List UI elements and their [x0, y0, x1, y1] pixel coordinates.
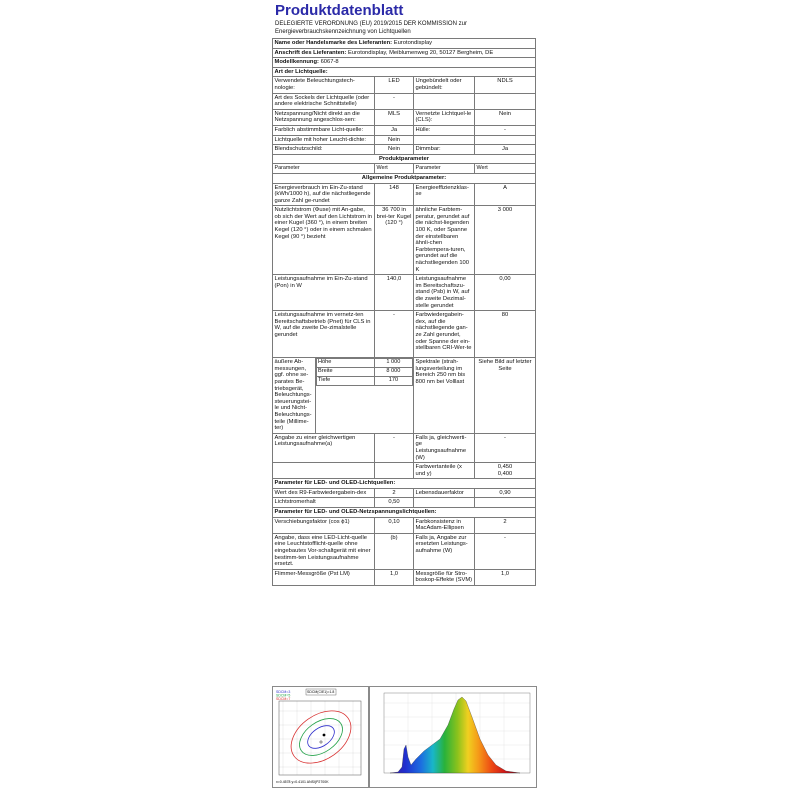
- dimension-row: [317, 377, 413, 386]
- param-label: Falls ja, gleichwerti-ge Leistungsaufnahme (W): [414, 433, 475, 462]
- table-row: [273, 77, 536, 93]
- dimension-name: Breite: [317, 368, 375, 377]
- legend-entry-sdcm3: SDCM=3: [276, 690, 291, 694]
- cie-ellipse-figure: [272, 686, 369, 788]
- param-label: Hülle:: [414, 125, 475, 135]
- dimension-row: [317, 359, 413, 368]
- model-row: [273, 58, 536, 68]
- table-row: [273, 433, 536, 462]
- param-value: -: [375, 93, 414, 109]
- table-row: [273, 311, 536, 358]
- param-value: 140,0: [375, 275, 414, 311]
- param-value: 2: [375, 488, 414, 498]
- param-label: Falls ja, Angabe zur ersetzten Leistungs-aufnahme (W): [414, 533, 475, 569]
- param-label: [414, 93, 475, 109]
- dimension-value: 8 000: [374, 368, 412, 377]
- table-row: [273, 145, 536, 155]
- table-row: [273, 206, 536, 275]
- param-value: 0,00: [475, 275, 536, 311]
- param-label: Art des Sockels der Lichtquelle (oder andere elektrische Schnittstelle): [273, 93, 375, 109]
- param-label: Energieeffizienzklas-se: [414, 183, 475, 206]
- param-label: [414, 498, 475, 508]
- table-row: [273, 125, 536, 135]
- table-row: [273, 517, 536, 533]
- table-row: [273, 183, 536, 206]
- supplier-name-value: Eurotondisplay: [393, 40, 433, 46]
- param-value: LED: [375, 77, 414, 93]
- page-title: Produktdatenblatt: [275, 2, 404, 19]
- param-label: Ungebündelt oder gebündelt:: [414, 77, 475, 93]
- param-value: 0,10: [375, 517, 414, 533]
- param-value: Siehe Bild auf letzter Seite: [475, 358, 536, 434]
- param-value: A: [475, 183, 536, 206]
- param-label: Leistungsaufnahme im Bereitschaftszu-stand (Psb) in W, auf die zweite Dezimal-stelle gerundet: [414, 275, 475, 311]
- table-row: [273, 93, 536, 109]
- param-label: [414, 135, 475, 145]
- cie-footer-text: x=0.4578 y=0.4101 ANSI(P2700K: [276, 780, 329, 784]
- dimension-name: Tiefe: [317, 377, 375, 386]
- param-label: Energieverbrauch im Ein-Zu-stand (kWh/1000 h), auf die nächstliegende ganze Zahl ge-rundet: [273, 183, 375, 206]
- chroma-x: 0,450: [497, 464, 513, 471]
- dimension-value: 170: [374, 377, 412, 386]
- dimensions-row: [273, 358, 536, 434]
- param-value: [475, 135, 536, 145]
- param-value: 3 000: [475, 206, 536, 275]
- param-label: Angabe zu einer gleichwertigen Leistungsaufnahme(a): [273, 433, 375, 462]
- param-value: MLS: [375, 109, 414, 125]
- spectral-distribution-figure: [369, 686, 537, 788]
- param-label: Messgröße für Stro-boskop-Effekte (SVM): [414, 569, 475, 585]
- table-row: [273, 463, 536, 479]
- section-led-params: Parameter für LED- und OLED-Lichtquellen:: [273, 479, 536, 489]
- param-label: Blendschutzschild:: [273, 145, 375, 155]
- param-value: Nein: [375, 145, 414, 155]
- param-label: Verschiebungsfaktor (cos ϕ1): [273, 517, 375, 533]
- dimensions-cell: [316, 358, 414, 434]
- param-label: Netzspannung/Nicht direkt an die Netzspannung angeschlos-sen:: [273, 109, 375, 125]
- param-value: Nein: [475, 109, 536, 125]
- param-value: [475, 498, 536, 508]
- param-label: Angabe, dass eine LED-Licht-quelle eine Leuchtstofflicht-quelle ohne eingebautes Vor-schaltgerät mit einer bestimm-ten Leistungsaufnahme ersetzt.: [273, 533, 375, 569]
- table-row: [273, 569, 536, 585]
- dimension-name: Höhe: [317, 359, 375, 368]
- dimension-row: [317, 368, 413, 377]
- table-row: [273, 498, 536, 508]
- legend-entry-sdcm7: SDCM=7: [276, 697, 291, 701]
- param-label: Wert des R9-Farbwiedergabein-dex: [273, 488, 375, 498]
- dimensions-table: [316, 358, 413, 386]
- empty-cell: [273, 463, 375, 479]
- datasheet: [272, 0, 535, 800]
- param-label: Flimmer-Messgröße (Pst LM): [273, 569, 375, 585]
- product-params-heading: Produktparameter: [273, 154, 536, 164]
- param-label: Farbwiedergabein-dex, auf die nächstliegende gan-ze Zahl gerundet, oder Spanne der ein-stellbaren CRI-Wer-te: [414, 311, 475, 358]
- param-value: 0,50: [375, 498, 414, 508]
- param-value: -: [375, 311, 414, 358]
- param-label: Farblich abstimmbare Licht-quelle:: [273, 125, 375, 135]
- table-row: [273, 135, 536, 145]
- table-row: [273, 109, 536, 125]
- param-label: Lebensdauerfaktor: [414, 488, 475, 498]
- param-value: 36 700 in brei-ter Kugel (120 °): [375, 206, 414, 275]
- section-general-params: Allgemeine Produktparameter:: [273, 173, 536, 183]
- param-value: -: [475, 125, 536, 135]
- param-value: -: [475, 433, 536, 462]
- param-label: Leistungsaufnahme im Ein-Zu-stand (Pon) in W: [273, 275, 375, 311]
- param-label: Vernetzte Lichtquel-le (CLS):: [414, 109, 475, 125]
- model-value: 6067-8: [320, 59, 339, 66]
- chroma-y: 0,400: [497, 470, 513, 477]
- column-header-row: [273, 164, 536, 174]
- param-value: 80: [475, 311, 536, 358]
- param-value: Ja: [375, 125, 414, 135]
- table-row: [273, 533, 536, 569]
- supplier-name-row: [273, 39, 536, 49]
- table-row: [273, 488, 536, 498]
- param-label: Leistungsaufnahme im vernetz-ten Bereitschaftsbetrieb (Pnet) für CLS in W, auf die zweite De-zimalstelle gerundet: [273, 311, 375, 358]
- column-header-param: Parameter: [273, 164, 375, 174]
- datasheet-table: [272, 38, 536, 586]
- supplier-address-value: Eurotondisplay, Meiblumenweg 20, 50127 Bergheim, DE: [347, 49, 494, 56]
- param-value: (b): [375, 533, 414, 569]
- param-value: Nein: [375, 135, 414, 145]
- model-label: Modellkennung:: [274, 59, 319, 66]
- param-label: ähnliche Farbtem-peratur, gerundet auf die nächst-liegenden 100 K, oder Spanne der einstellbaren ähnli-chen Farbtempera-turen, gerundet auf die nächstliegenden 100 K: [414, 206, 475, 275]
- dimensions-label: äußere Ab-messungen, ggf. ohne se-parates Be-triebsgerät, Beleuchtungs-steuerungstei-le und Nicht-Beleuchtungs-teile (Millime-ter): [273, 358, 316, 434]
- empty-cell: [375, 463, 414, 479]
- param-value: 1,0: [475, 569, 536, 585]
- param-label: Farbkonsistenz in MacAdam-Ellipsen: [414, 517, 475, 533]
- param-value: [475, 93, 536, 109]
- param-value: 0,90: [475, 488, 536, 498]
- param-label: Lichtquelle mit hoher Leucht-dichte:: [273, 135, 375, 145]
- legend-entry-sdcm5: SDCM=5: [276, 693, 291, 698]
- param-label: Dimmbar:: [414, 145, 475, 155]
- table-row: [273, 275, 536, 311]
- figures-area: [272, 686, 535, 786]
- param-value: 148: [375, 183, 414, 206]
- param-value: 1,0: [375, 569, 414, 585]
- section-mains-params: Parameter für LED- und OLED-Netzspannungslichtquellen:: [273, 508, 536, 518]
- section-light-source-type: Art der Lichtquelle:: [273, 67, 536, 77]
- column-header-param: Parameter: [414, 164, 475, 174]
- supplier-name-label: Name oder Handelsmarke des Lieferanten:: [274, 40, 393, 46]
- column-header-value: Wert: [475, 164, 536, 174]
- param-label: Verwendete Beleuchtungstech-nologie:: [273, 77, 375, 93]
- sdcm-value-box: SDCM(CIE1)=1.8: [307, 690, 335, 695]
- param-value: -: [375, 433, 414, 462]
- param-value: 2: [475, 517, 536, 533]
- supplier-address-label: Anschrift des Lieferanten:: [274, 49, 347, 56]
- param-value: -: [475, 533, 536, 569]
- param-value: NDLS: [475, 77, 536, 93]
- supplier-address-row: [273, 48, 536, 58]
- param-value: Ja: [475, 145, 536, 155]
- column-header-value: Wert: [375, 164, 414, 174]
- param-value: [475, 463, 536, 479]
- measured-point-marker: [323, 734, 326, 737]
- param-label: Farbwertanteile (x und y): [414, 463, 475, 479]
- param-label: Lichtstromerhalt: [273, 498, 375, 508]
- regulation-intro: DELEGIERTE VERORDNUNG (EU) 2019/2015 DER KOMMISSION zur Energieverbrauchskennzeichnung von Lichtquellen: [275, 21, 467, 35]
- param-label: Spektrale (strah-lungsverteilung im Bereich 250 nm bis 800 nm bei Volllast: [414, 358, 475, 434]
- dimension-value: 1 000: [374, 359, 412, 368]
- param-label: Nutzlichtstrom (Φuse) mit An-gabe, ob sich der Wert auf den Lichtstrom in einer Kugel (360 °), in einem breiten Kegel (120 °) oder in einem schmalen Kegel (90 °) bezieht: [273, 206, 375, 275]
